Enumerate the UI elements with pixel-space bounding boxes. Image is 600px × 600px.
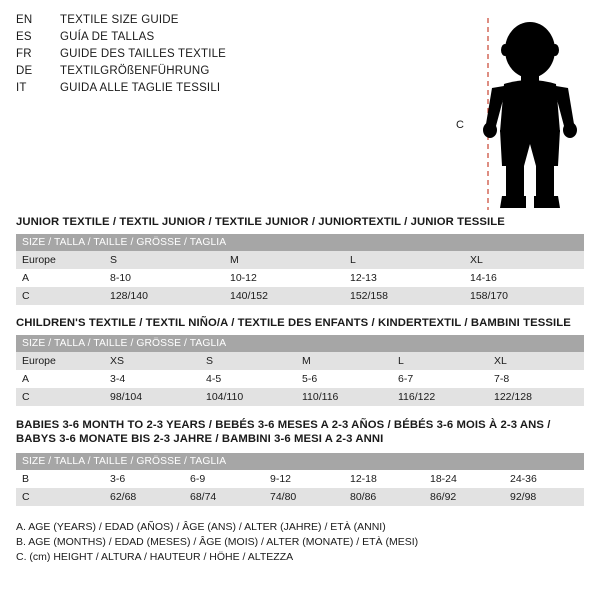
- language-title: TEXTILE SIZE GUIDE: [60, 14, 179, 26]
- silhouette-ear: [501, 44, 509, 56]
- cell: 4-5: [206, 373, 222, 385]
- cell: 24-36: [510, 472, 537, 485]
- size-header-label: SIZE / TALLA / TAILLE / GRÖSSE / TAGLIA: [22, 338, 227, 349]
- cell: 104/110: [206, 391, 244, 403]
- column-header-xl: XL: [470, 254, 483, 266]
- table-header-row: [16, 234, 584, 251]
- silhouette-leg-left: [506, 164, 524, 198]
- table-row: [16, 488, 584, 506]
- table-row: [16, 251, 584, 269]
- legend-notes: [16, 520, 584, 566]
- cell: 140/152: [230, 290, 268, 302]
- silhouette-hand-left: [483, 122, 497, 138]
- cell: 5-6: [302, 373, 318, 385]
- language-title-list: [16, 14, 226, 99]
- table-row: [16, 352, 584, 370]
- child-silhouette-figure: [456, 14, 600, 214]
- legend-note-c: C. (cm) HEIGHT / ALTURA / HAUTEUR / HÖHE / ALTEZZA: [16, 551, 294, 564]
- language-row: [16, 31, 226, 48]
- row-label: A: [22, 272, 30, 284]
- cell: 158/170: [470, 290, 508, 302]
- row-label: C: [22, 490, 30, 503]
- babies-size-table: [16, 453, 584, 506]
- table-header-row: [16, 335, 584, 352]
- child-silhouette-icon: [456, 14, 600, 214]
- row-label: A: [22, 373, 30, 385]
- language-title: GUIDA ALLE TAGLIE TESSILI: [60, 82, 221, 94]
- row-label: C: [22, 391, 30, 403]
- section-junior-textile: [16, 216, 584, 305]
- section-title: CHILDREN'S TEXTILE / TEXTIL NIÑO/A / TEXTILE DES ENFANTS / KINDERTEXTIL / BAMBINI TESSILE: [16, 317, 571, 329]
- language-code: IT: [16, 82, 27, 94]
- column-header-xs: XS: [110, 355, 125, 367]
- language-row: [16, 14, 226, 31]
- silhouette-foot-right: [534, 196, 560, 208]
- cell: 7-8: [494, 373, 510, 385]
- cell: 92/98: [510, 490, 537, 503]
- cell: 12-13: [350, 272, 377, 284]
- cell: 3-4: [110, 373, 126, 385]
- cell: 18-24: [430, 472, 457, 485]
- cell: 8-10: [110, 272, 132, 284]
- column-header-l: L: [350, 254, 356, 266]
- cell: 9-12: [270, 472, 292, 485]
- junior-size-table: [16, 234, 584, 305]
- silhouette-ear: [551, 44, 559, 56]
- header: [16, 14, 584, 204]
- childrens-size-table: [16, 335, 584, 406]
- cell: 116/122: [398, 391, 436, 403]
- cell: 80/86: [350, 490, 377, 503]
- size-header-label: SIZE / TALLA / TAILLE / GRÖSSE / TAGLIA: [22, 237, 227, 248]
- cell: 122/128: [494, 391, 532, 403]
- table-row: [16, 287, 584, 305]
- cell: 62/68: [110, 490, 137, 503]
- table-row: [16, 388, 584, 406]
- language-title: GUIDE DES TAILLES TEXTILE: [60, 48, 227, 60]
- section-babies-textile: [16, 418, 584, 506]
- table-row: [16, 269, 584, 287]
- table-row: [16, 470, 584, 488]
- column-header-xl: XL: [494, 355, 507, 367]
- table-header-row: [16, 453, 584, 470]
- silhouette-torso: [500, 80, 560, 135]
- table-row: [16, 370, 584, 388]
- cell: 152/158: [350, 290, 388, 302]
- row-label: C: [22, 290, 30, 302]
- cell: 74/80: [270, 490, 297, 503]
- column-header-l: L: [398, 355, 404, 367]
- cell: 128/140: [110, 290, 148, 302]
- column-header-s: S: [206, 355, 214, 367]
- column-header-m: M: [302, 355, 311, 367]
- row-label: Europe: [22, 254, 56, 266]
- language-code: ES: [16, 31, 32, 43]
- cell: 10-12: [230, 272, 257, 284]
- row-label: B: [22, 472, 30, 485]
- language-row: [16, 48, 226, 65]
- silhouette-shorts: [500, 130, 560, 166]
- cell: 98/104: [110, 391, 143, 403]
- cell: 110/116: [302, 391, 339, 403]
- height-measure-label: C: [456, 119, 464, 131]
- legend-note-b: B. AGE (MONTHS) / EDAD (MESES) / ÂGE (MOIS) / ALTER (MONATE) / ETÀ (MESI): [16, 536, 419, 549]
- cell: 86/92: [430, 490, 457, 503]
- language-row: [16, 82, 226, 99]
- cell: 6-9: [190, 472, 206, 485]
- cell: 6-7: [398, 373, 414, 385]
- cell: 14-16: [470, 272, 497, 284]
- silhouette-leg-right: [536, 164, 554, 198]
- silhouette-head: [505, 22, 555, 78]
- section-title: JUNIOR TEXTILE / TEXTIL JUNIOR / TEXTILE JUNIOR / JUNIORTEXTIL / JUNIOR TESSILE: [16, 216, 505, 228]
- cell: 12-18: [350, 472, 377, 485]
- size-header-label: SIZE / TALLA / TAILLE / GRÖSSE / TAGLIA: [22, 455, 227, 467]
- language-code: EN: [16, 14, 33, 26]
- row-label: Europe: [22, 355, 56, 367]
- language-code: DE: [16, 65, 33, 77]
- language-title: GUÍA DE TALLAS: [60, 31, 155, 43]
- column-header-s: S: [110, 254, 118, 266]
- language-code: FR: [16, 48, 32, 60]
- silhouette-hand-right: [563, 122, 577, 138]
- legend-note-a: A. AGE (YEARS) / EDAD (AÑOS) / ÂGE (ANS) / ALTER (JAHRE) / ETÀ (ANNI): [16, 520, 386, 533]
- cell: 3-6: [110, 472, 126, 485]
- section-childrens-textile: [16, 317, 584, 406]
- column-header-m: M: [230, 254, 239, 266]
- silhouette-foot-left: [500, 196, 526, 208]
- section-title: BABIES 3-6 MONTH TO 2-3 YEARS / BEBÉS 3-6 MESES A 2-3 AÑOS / BÉBÉS 3-6 MOIS À 2-3 ANS / BABYS 3-6 MONATE BIS 2-3 JAHRE / BAMBINI 3-6 MESI A 2-3 ANNI: [16, 419, 551, 446]
- language-row: [16, 65, 226, 82]
- language-title: TEXTILGRÖßENFÜHRUNG: [60, 65, 210, 77]
- cell: 68/74: [190, 490, 217, 503]
